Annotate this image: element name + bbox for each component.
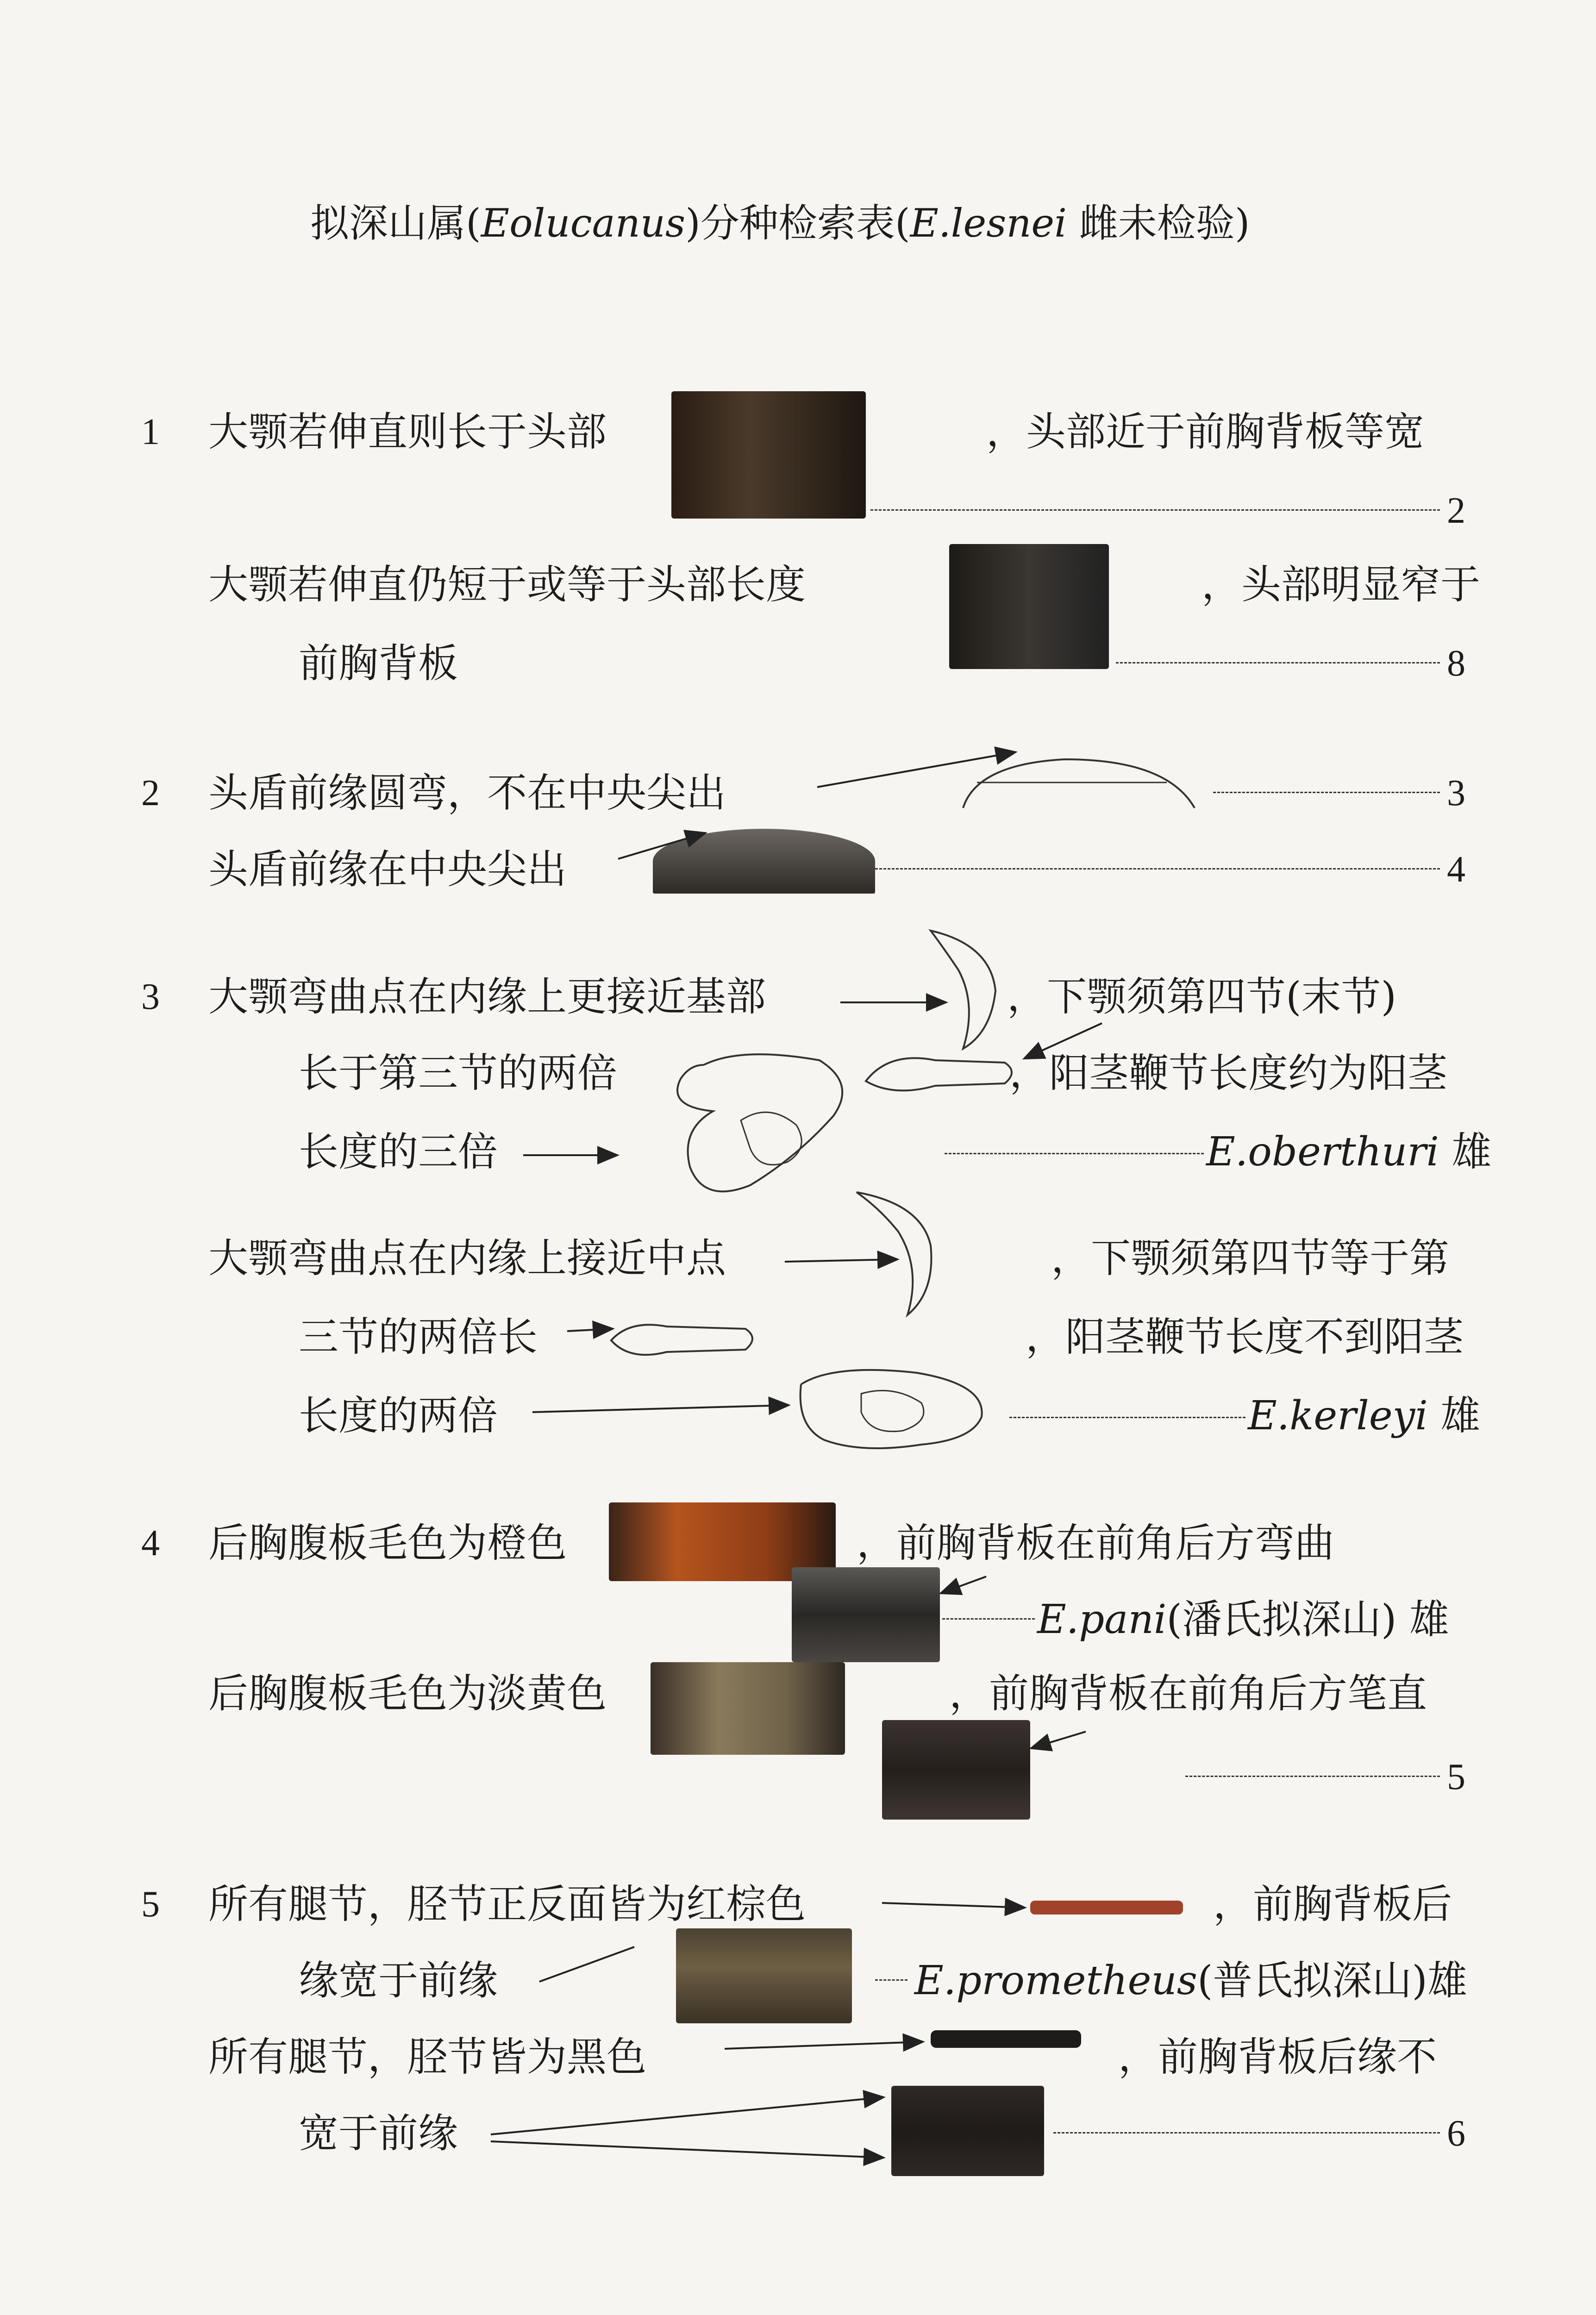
couplet-1a-text: 大颚若伸直则长于头部 xyxy=(208,409,607,455)
couplet-4a-text2: ，前胸背板在前角后方弯曲 xyxy=(857,1520,1334,1566)
couplet-4-number: 4 xyxy=(141,1523,160,1564)
couplet-2b-text: 头盾前缘在中央尖出 xyxy=(208,846,567,893)
couplet-4b-text2: ，前胸背板在前角后方笔直 xyxy=(949,1671,1427,1717)
couplet-5-number: 5 xyxy=(141,1884,160,1925)
couplet-3a-line3: 长度的三倍 xyxy=(299,1129,498,1175)
couplet-3b-result: E.kerleyi 雄 xyxy=(1248,1393,1481,1439)
page-title: 拟深山属(Eolucanus)分种检索表(E.lesnei 雌未检验) xyxy=(310,200,1250,246)
couplet-5a-text: 所有腿节，胫节正反面皆为红棕色 xyxy=(208,1881,806,1927)
couplet-1b-text2: ，头部明显窄于 xyxy=(1202,562,1480,608)
couplet-1a-text2: ，头部近于前胸背板等宽 xyxy=(986,409,1424,455)
couplet-1b-text: 大颚若伸直仍短于或等于头部长度 xyxy=(208,562,806,608)
couplet-4a-text: 后胸腹板毛色为橙色 xyxy=(208,1520,567,1566)
couplet-3a-line2b: ，阳茎鞭节长度约为阳茎 xyxy=(1009,1050,1447,1096)
pointer-arrow xyxy=(567,1329,611,1331)
mandible-drawing xyxy=(857,1192,931,1315)
couplet-4b-text: 后胸腹板毛色为淡黄色 xyxy=(208,1671,607,1717)
mandible-drawing xyxy=(931,931,995,1049)
couplet-5a-line2: 缘宽于前缘 xyxy=(299,1958,498,2004)
couplet-5b-line2: 宽于前缘 xyxy=(299,2110,458,2157)
maxillary-palp-drawing xyxy=(866,1058,1012,1090)
aedeagus-drawing xyxy=(677,1054,842,1191)
aedeagus-drawing xyxy=(801,1370,982,1448)
couplet-3-number: 3 xyxy=(141,976,160,1017)
goto-number: 6 xyxy=(1447,2113,1465,2154)
goto-number: 2 xyxy=(1447,490,1465,531)
couplet-5a-text2: ，前胸背板后 xyxy=(1213,1881,1452,1927)
clypeus-rounded-drawing xyxy=(963,759,1195,808)
pointer-arrow xyxy=(539,1947,634,1982)
couplet-5a-result: E.prometheus(普氏拟深山)雄 xyxy=(914,1958,1467,2004)
couplet-3b-line2b: ，阳茎鞭节长度不到阳茎 xyxy=(1026,1314,1464,1360)
couplet-1b-line2: 前胸背板 xyxy=(299,640,458,687)
pointer-arrow xyxy=(942,1577,986,1593)
couplet-2-number: 2 xyxy=(141,773,160,813)
pointer-arrow xyxy=(532,1405,787,1412)
couplet-4a-result: E.pani(潘氏拟深山) 雄 xyxy=(1037,1596,1449,1643)
pointer-arrow xyxy=(1026,1023,1102,1058)
pointer-arrow xyxy=(491,2141,882,2158)
goto-number: 4 xyxy=(1447,849,1465,890)
couplet-3a-text: 大颚弯曲点在内缘上更接近基部 xyxy=(208,974,766,1020)
couplet-3a-text2: ，下颚须第四节(末节) xyxy=(1007,974,1397,1020)
couplet-2a-text: 头盾前缘圆弯，不在中央尖出 xyxy=(208,770,726,816)
couplet-5b-text: 所有腿节，胫节皆为黑色 xyxy=(208,2034,646,2080)
maxillary-palp-drawing xyxy=(611,1325,752,1355)
pointer-arrow xyxy=(618,833,704,859)
goto-number: 3 xyxy=(1447,773,1465,813)
couplet-1-number: 1 xyxy=(141,412,160,452)
couplet-3b-text2: ，下颚须第四节等于第 xyxy=(1051,1235,1449,1282)
pointer-arrow xyxy=(785,1259,896,1262)
couplet-3a-result: E.oberthuri 雄 xyxy=(1206,1129,1492,1175)
goto-number: 8 xyxy=(1447,643,1465,684)
couplet-5b-text2: ，前胸背板后缘不 xyxy=(1118,2034,1437,2080)
pointer-arrow xyxy=(491,2097,882,2134)
pointer-arrow xyxy=(1033,1732,1086,1748)
couplet-3a-line2: 长于第三节的两倍 xyxy=(299,1050,617,1096)
pointer-arrow xyxy=(725,2042,921,2049)
couplet-3b-text: 大颚弯曲点在内缘上接近中点 xyxy=(208,1235,726,1282)
couplet-3b-line3: 长度的两倍 xyxy=(299,1393,498,1439)
pointer-arrow xyxy=(882,1903,1023,1908)
couplet-3b-line2: 三节的两倍长 xyxy=(299,1314,538,1360)
goto-number: 5 xyxy=(1447,1757,1465,1797)
